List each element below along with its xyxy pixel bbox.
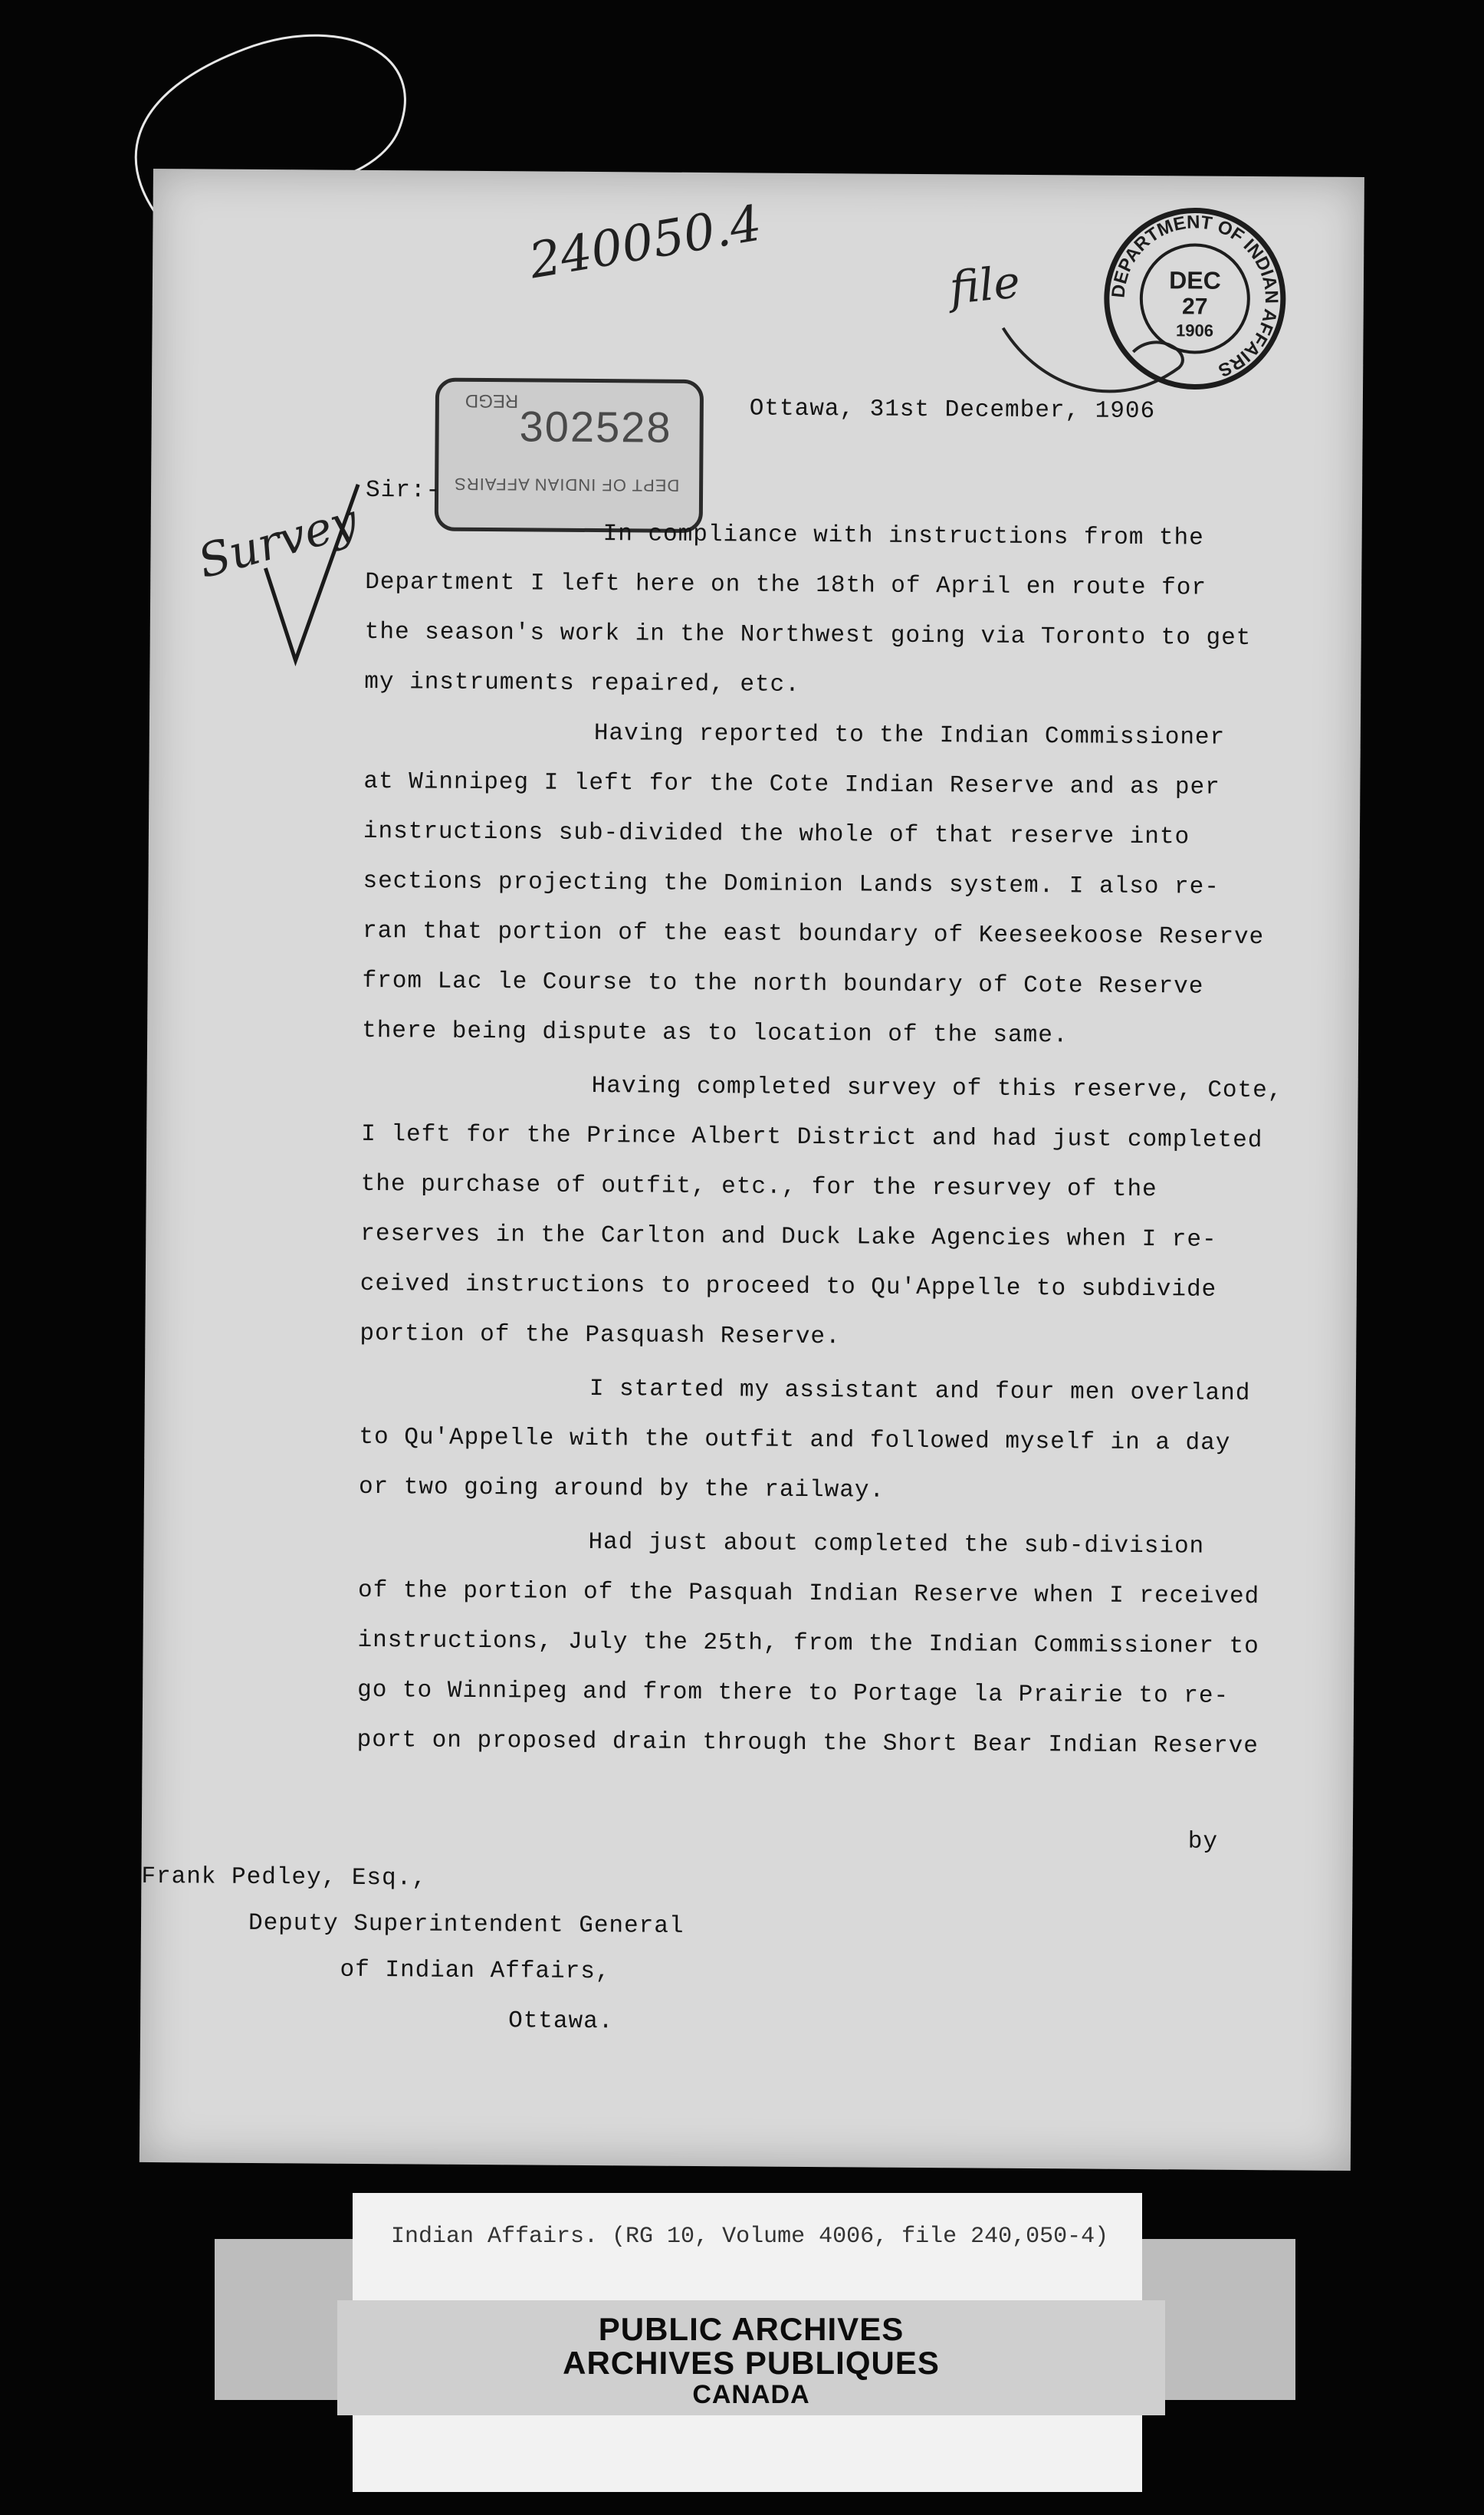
handwritten-file-number: 240050.4	[525, 195, 766, 291]
archive-citation: Indian Affairs. (RG 10, Volume 4006, file 240,050-4)	[391, 2224, 1109, 2250]
letter-page	[140, 169, 1364, 2171]
checkmark-icon	[218, 476, 373, 676]
box-stamp-top-text: REGD	[465, 390, 519, 412]
body-line: reserves in the Carlton and Duck Lake Agencies when I re-	[360, 1220, 1217, 1254]
body-line: Having reported to the Indian Commissioner	[593, 720, 1226, 751]
body-line: to Qu'Appelle with the outfit and followed myself in a day	[359, 1423, 1231, 1457]
body-line: ceived instructions to proceed to Qu'Appelle to subdivide	[360, 1270, 1217, 1304]
holder-tab-left	[215, 2239, 353, 2400]
catchword: by	[1187, 1828, 1219, 1856]
salutation: Sir:-	[365, 476, 442, 505]
body-line: the season's work in the Northwest going via Toronto to get	[364, 618, 1252, 653]
paragraph-1	[364, 508, 1354, 714]
paragraph-4	[359, 1363, 1348, 1519]
received-stamp-month: DEC	[1169, 266, 1221, 294]
addressee-city: Ottawa.	[508, 2007, 614, 2036]
handwritten-margin-note: Survey	[192, 493, 363, 590]
archive-label-line2: ARCHIVES PUBLIQUES	[563, 2345, 940, 2381]
received-stamp-ring-text: DEPARTMENT OF INDIAN AFFAIRS	[1108, 212, 1282, 381]
body-line: I left for the Prince Albert District and had just completed	[361, 1120, 1263, 1155]
body-line: of the portion of the Pasquah Indian Reserve when I received	[357, 1576, 1260, 1611]
body-line: ran that portion of the east boundary of Keeseekoose Reserve	[362, 917, 1265, 952]
body-line: Department I left here on the 18th of April en route for	[365, 568, 1207, 602]
body-line: at Winnipeg I left for the Cote Indian Reserve and as per	[363, 768, 1220, 801]
received-stamp	[1098, 202, 1292, 396]
box-stamp-bottom-text: DEPT OF INDIAN AFFAIRS	[454, 474, 680, 495]
body-line: sections projecting the Dominion Lands system. I also re-	[363, 867, 1220, 901]
body-line: there being dispute as to location of the same.	[362, 1017, 1069, 1050]
addressee-title-line1: Deputy Superintendent General	[248, 1909, 685, 1940]
received-stamp-day: 27	[1181, 294, 1208, 320]
body-line: Having completed survey of this reserve, Cote,	[591, 1073, 1283, 1105]
handwritten-file-note: file	[947, 255, 1023, 314]
body-line: the purchase of outfit, etc., for the resurvey of the	[360, 1170, 1157, 1204]
paragraph-2	[362, 707, 1353, 1063]
body-line: from Lac le Course to the north boundary of Cote Reserve	[362, 967, 1204, 1001]
archive-label	[337, 2300, 1165, 2415]
received-stamp-year: 1906	[1175, 321, 1214, 340]
body-line: or two going around by the railway.	[358, 1473, 885, 1504]
paragraph-3	[360, 1060, 1351, 1366]
body-line: I started my assistant and four men overland	[589, 1376, 1251, 1408]
archive-label-line3: CANADA	[692, 2380, 810, 2409]
dateline: Ottawa, 31st December, 1906	[749, 395, 1156, 426]
body-line: go to Winnipeg and from there to Portage la Prairie to re-	[357, 1676, 1230, 1710]
holder-tab-right	[1142, 2239, 1295, 2400]
body-line: instructions sub-divided the whole of that reserve into	[363, 817, 1190, 851]
addressee-title-line2: of Indian Affairs,	[340, 1956, 611, 1986]
paragraph-5	[356, 1516, 1347, 1772]
body-line: Had just about completed the sub-division	[588, 1529, 1205, 1560]
stamped-number: 302528	[519, 402, 672, 452]
addressee-name: Frank Pedley, Esq.,	[141, 1862, 428, 1892]
archive-label-line1: PUBLIC ARCHIVES	[598, 2311, 905, 2347]
body-line: my instruments repaired, etc.	[364, 668, 800, 699]
body-line: portion of the Pasquash Reserve.	[360, 1320, 841, 1351]
body-line: In compliance with instructions from the	[602, 521, 1204, 552]
body-line: port on proposed drain through the Short Bear Indian Reserve	[356, 1726, 1259, 1760]
body-line: instructions, July the 25th, from the Indian Commissioner to	[357, 1626, 1259, 1661]
